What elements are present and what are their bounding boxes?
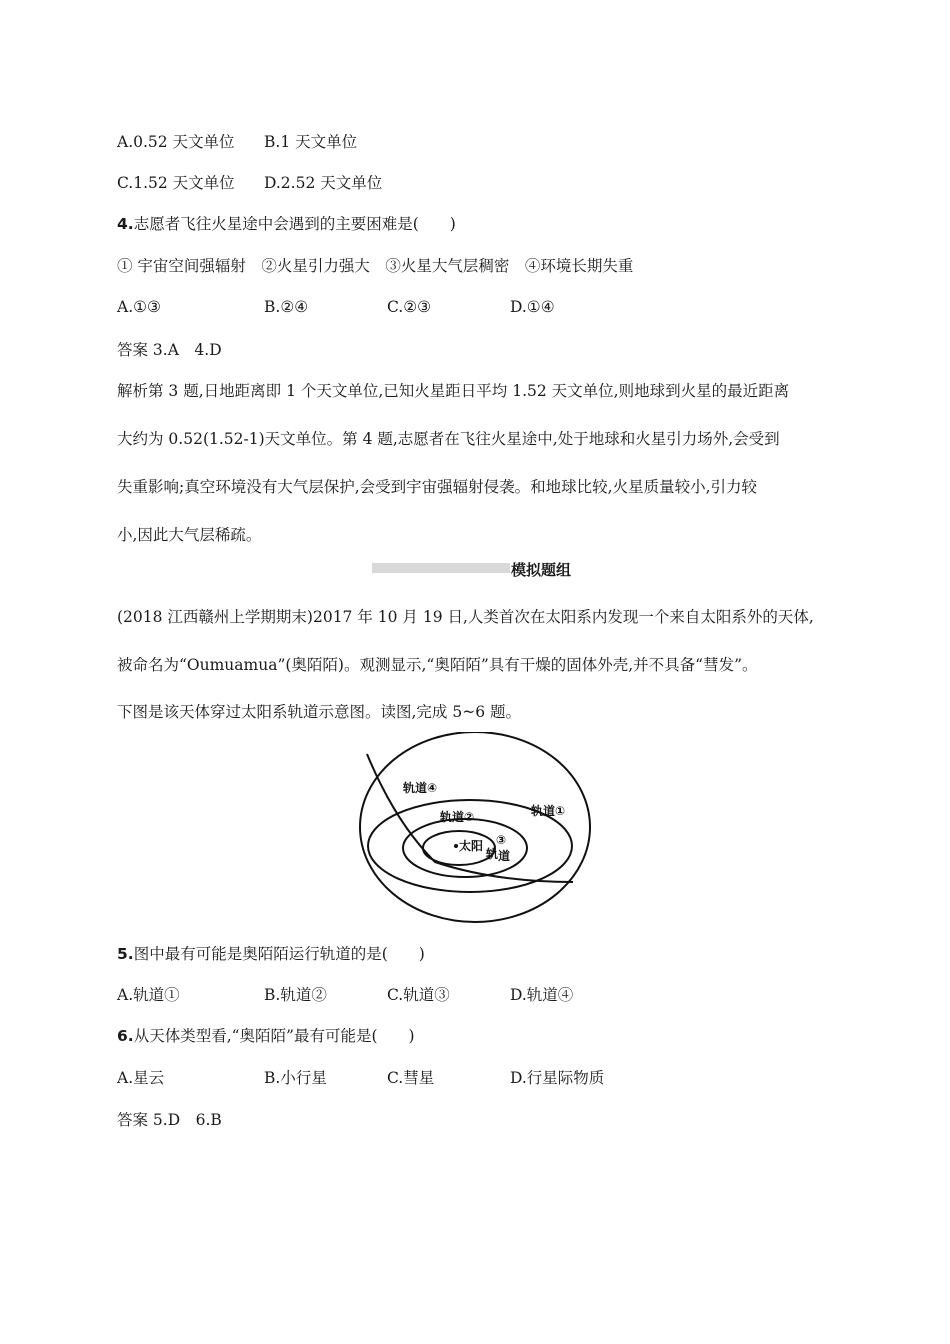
analysis-line-1: 解析第 3 题,日地距离即 1 个天文单位,已知火星距日平均 1.52 天文单位,则地球到火星的最近距离 [117, 382, 790, 400]
intro-line-3: 下图是该天体穿过太阳系轨道示意图。读图,完成 5~6 题。 [117, 703, 521, 721]
intro-line-2: 被命名为“Oumuamua”(奥陌陌)。观测显示,“奥陌陌”具有干燥的固体外壳,并不具备“彗发”。 [117, 656, 758, 674]
q4-option-b: B.②④ [264, 298, 309, 316]
label-orbit-4: 轨道④ [403, 781, 438, 795]
section-title: 模拟题组 [511, 561, 572, 579]
analysis-line-3: 失重影响;真空环境没有大气层保护,会受到宇宙强辐射侵袭。和地球比较,火星质量较小,引力较 [117, 478, 758, 496]
q6-question [117, 1026, 415, 1046]
q3-option-b: B.1 天文单位 [264, 133, 358, 151]
q6-option-a: A.星云 [117, 1069, 165, 1087]
q6-option-b: B.小行星 [264, 1069, 327, 1087]
q6-stem: 从天体类型看,“奥陌陌”最有可能是( ) [133, 1027, 415, 1045]
q5-option-c: C.轨道③ [387, 986, 450, 1004]
answer-5-6: 答案 5.D 6.B [117, 1111, 222, 1129]
q5-number: 5. [117, 945, 134, 963]
label-orbit-2: 轨道② [440, 810, 475, 824]
q4-stem: 志愿者飞往火星途中会遇到的主要困难是( ) [133, 215, 456, 233]
q3-option-c: C.1.52 天文单位 [117, 174, 235, 192]
q5-option-d: D.轨道④ [510, 986, 574, 1004]
label-orbit-3-char1: 轨 [486, 847, 499, 861]
q4-question [117, 214, 456, 234]
q5-option-b: B.轨道② [264, 986, 327, 1004]
q5-question [117, 944, 425, 964]
q4-option-d: D.①④ [510, 298, 555, 316]
q6-option-c: C.彗星 [387, 1069, 435, 1087]
label-orbit-1: 轨道① [531, 804, 566, 818]
q5-option-a: A.轨道① [117, 986, 180, 1004]
q3-option-d: D.2.52 天文单位 [264, 174, 383, 192]
analysis-line-2: 大约为 0.52(1.52-1)天文单位。第 4 题,志愿者在飞往火星途中,处于地球和火星引力场外,会受到 [117, 430, 780, 448]
intro-line-1: (2018 江西赣州上学期期末)2017 年 10 月 19 日,人类首次在太阳系内发现一个来自太阳系外的天体, [117, 608, 814, 626]
q4-option-a: A.①③ [117, 298, 161, 316]
outer-boundary-ellipse [360, 732, 590, 922]
section-divider-bar [372, 563, 510, 573]
analysis-line-4: 小,因此大气层稀疏。 [117, 526, 262, 544]
q4-option-c: C.②③ [387, 298, 432, 316]
orbit-diagram [355, 732, 600, 928]
sun-marker [454, 844, 458, 848]
q4-items: ① 宇宙空间强辐射 ②火星引力强大 ③火星大气层稠密 ④环境长期失重 [117, 257, 634, 275]
q5-stem: 图中最有可能是奥陌陌运行轨道的是( ) [133, 945, 425, 963]
q3-option-a: A.0.52 天文单位 [117, 133, 235, 151]
answer-3-4: 答案 3.A 4.D [117, 341, 222, 359]
q6-option-d: D.行星际物质 [510, 1069, 605, 1087]
label-orbit-3-number: ③ [496, 833, 507, 847]
q6-number: 6. [117, 1027, 134, 1045]
label-sun: 太阳 [459, 839, 484, 853]
q4-number: 4. [117, 215, 134, 233]
label-orbit-3-char2: 道 [498, 849, 511, 863]
